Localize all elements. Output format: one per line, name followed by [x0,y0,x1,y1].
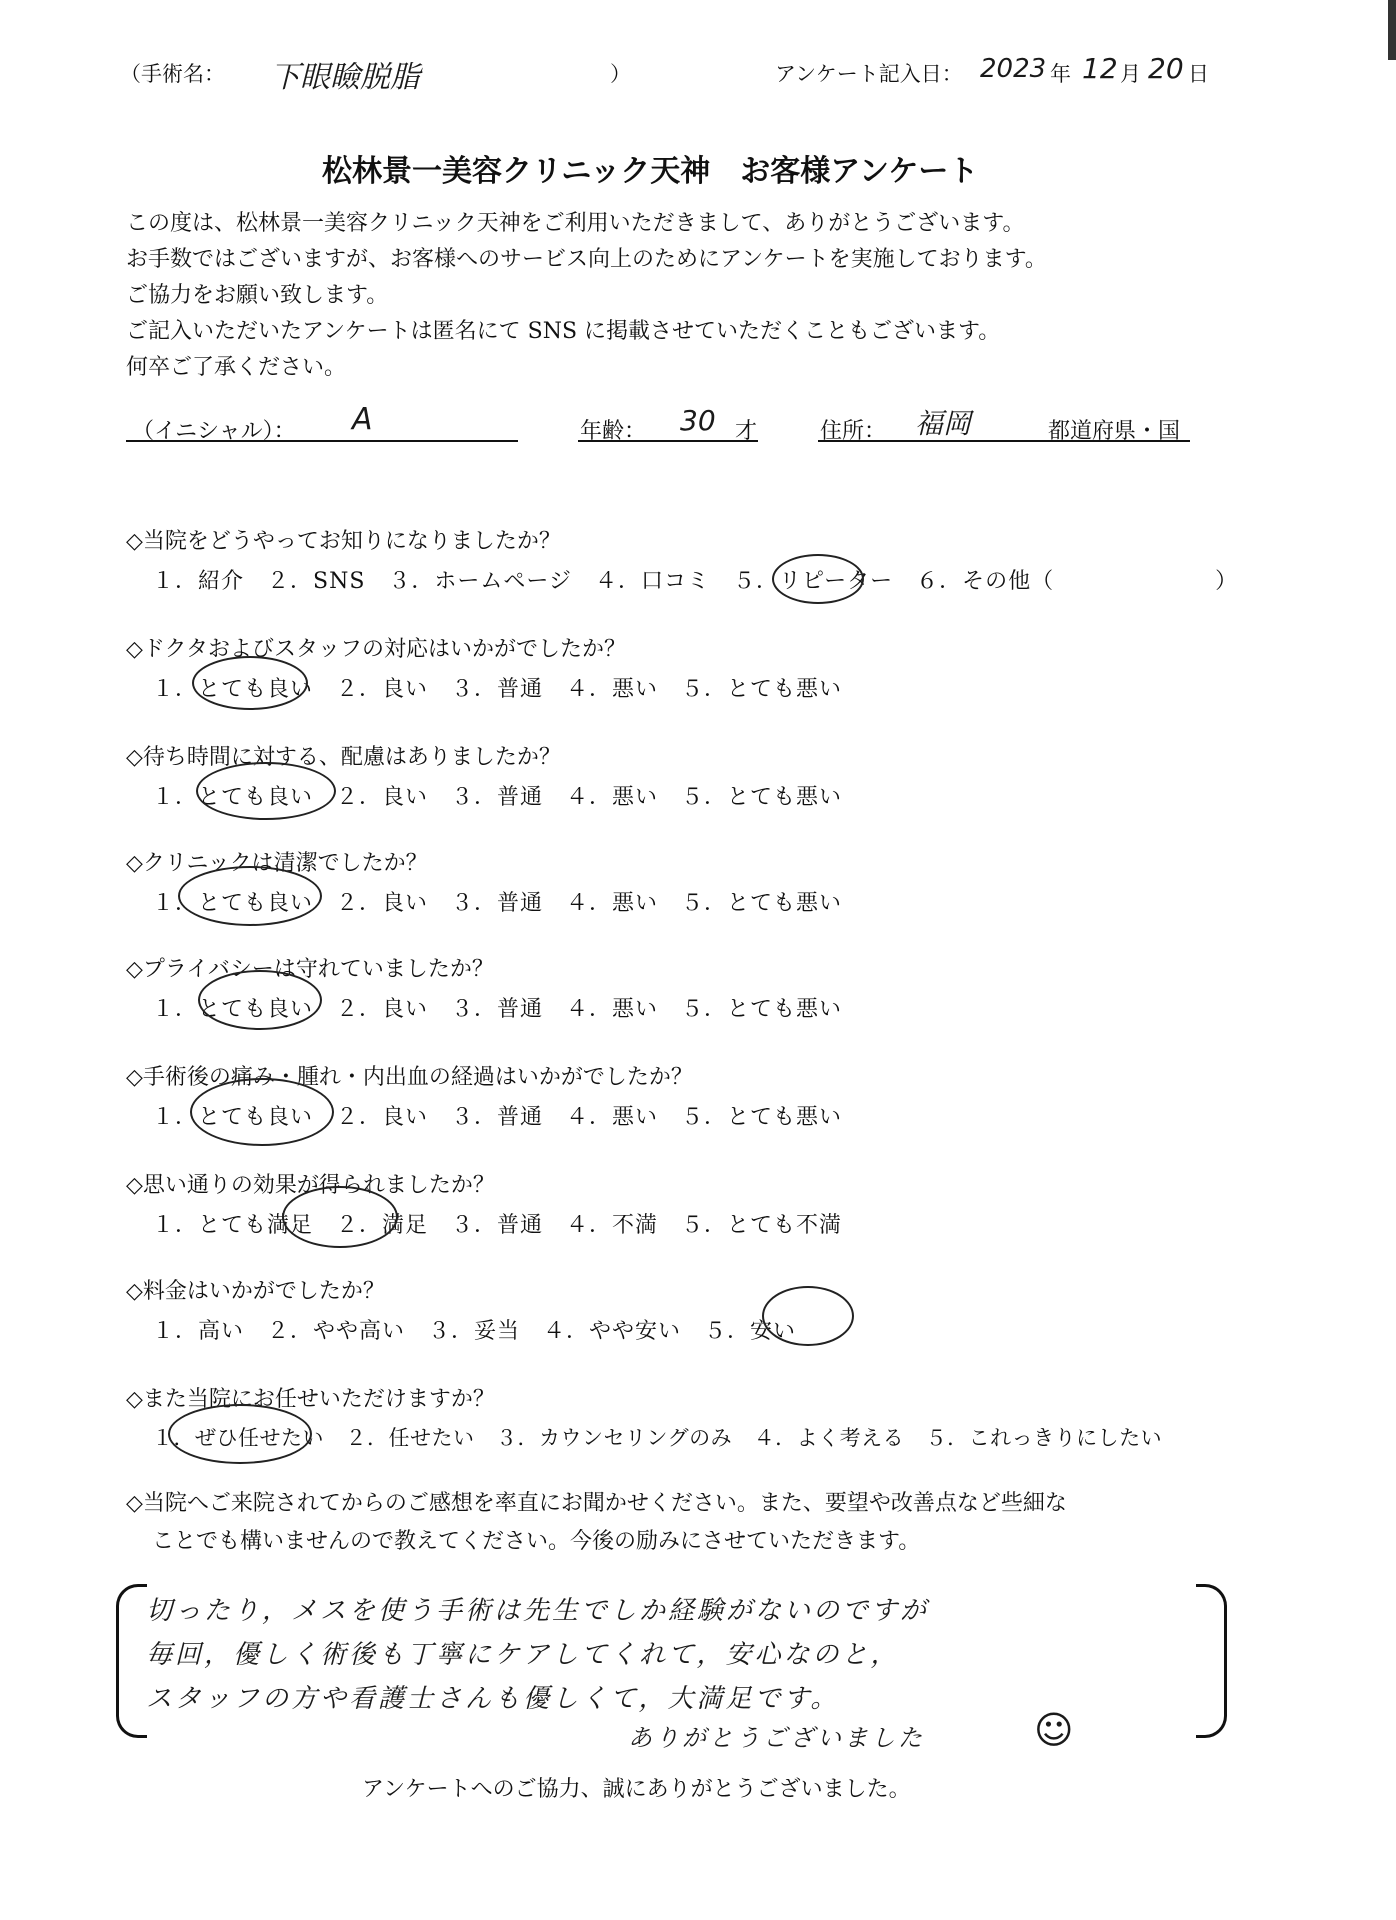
question-text: ◇ドクタおよびスタッフの対応はいかがでしたか？ [126,637,627,662]
left-bracket [116,1584,147,1738]
question-options: １．とても良い ２．良い ３．普通 ４．悪い ５．とても悪い [152,785,843,810]
footer-thanks: アンケートへのご協力、誠にありがとうございました。 [362,1777,911,1802]
date-year-unit: 年 [1050,62,1071,86]
procedure-value: 下眼瞼脱脂 [270,60,420,95]
selection-circle [198,970,322,1030]
feedback-answer-line: スタッフの方や看護士さんも優しくて，大満足です。 [146,1684,840,1714]
question-text: ◇思い通りの効果が得られましたか？ [126,1173,495,1198]
right-bracket [1196,1584,1227,1738]
initial-value: A [352,402,373,437]
question-options: １．とても良い ２．良い ３．普通 ４．悪い ５．とても悪い [152,997,843,1022]
selection-circle [190,1078,334,1146]
date-label: アンケート記入日： [775,62,963,86]
intro-line: お手数ではございますが、お客様へのサービス向上のためにアンケートを実施しております。 [126,247,1047,272]
smiley-icon: ☺ [1034,1708,1074,1752]
feedback-prompt: ◇当院へご来院されてからのご感想を率直にお聞かせください。また、要望や改善点など些細な [126,1491,1067,1516]
selection-circle [178,866,322,926]
question-options: １．紹介 ２．SNS ３．ホームページ ４．口コミ ５．リピーター ６．その他（ ） [152,569,1239,594]
address-label: 住所： [820,419,887,444]
question-text: ◇待ち時間に対する、配慮はありましたか？ [126,745,561,770]
question-text: ◇クリニックは清潔でしたか？ [126,851,428,876]
date-month: 12 [1082,52,1118,85]
procedure-label: （手術名： [120,62,225,86]
selection-circle [282,1186,398,1248]
intro-line: ご記入いただいたアンケートは匿名にて SNS に掲載させていただくこともございます。 [126,319,1001,344]
selection-circle [196,762,336,820]
date-month-unit: 月 [1120,62,1141,86]
address-unit: 都道府県・国 [1048,419,1181,444]
selection-circle [772,554,864,604]
question-options: １．とても良い ２．良い ３．普通 ４．悪い ５．とても悪い [152,1105,843,1130]
date-day-unit: 日 [1188,62,1209,86]
intro-line: 何卒ご了承ください。 [126,355,347,380]
feedback-prompt: ことでも構いませんので教えてください。今後の励みにさせていただきます。 [152,1529,921,1554]
question-options: １．ぜひ任せたい ２．任せたい ３．カウンセリングのみ ４．よく考える ５．これっきりにしたい [152,1426,1163,1450]
page-title: 松林景一美容クリニック天神 お客様アンケート [322,154,979,189]
question-text: ◇料金はいかがでしたか？ [126,1279,385,1304]
question-options: １．とても良い ２．良い ３．普通 ４．悪い ５．とても悪い [152,891,843,916]
question-options: １．とても良い ２．良い ３．普通 ４．悪い ５．とても悪い [152,677,843,702]
question-text: ◇当院をどうやってお知りになりましたか？ [126,529,561,554]
age-unit: 才 [735,419,758,444]
feedback-answer-line: 毎回，優しく術後も丁寧にケアしてくれて，安心なのと， [146,1640,900,1670]
intro-line: ご協力をお願い致します。 [126,283,389,308]
feedback-answer-line: ありがとうございました [628,1724,925,1752]
question-text: ◇手術後の痛み・腫れ・内出血の経過はいかがでしたか？ [126,1065,693,1090]
selection-circle [168,1404,312,1464]
date-year: 2023 [980,54,1047,84]
question-options: １．高い ２．やや高い ３．妥当 ４．やや安い ５．安い [152,1319,797,1344]
selection-circle [762,1286,854,1346]
initial-label: （イニシャル）： [132,419,296,444]
age-label: 年齢： [580,419,647,444]
question-options: １．とても満足 ２．満足 ３．普通 ４．不満 ５．とても不満 [152,1213,843,1238]
age-value: 30 [680,404,716,437]
scan-edge [1388,0,1396,60]
date-day: 20 [1148,52,1184,85]
address-value: 福岡 [915,407,972,440]
feedback-answer-line: 切ったり，メスを使う手術は先生でしか経験がないのですが [146,1596,930,1626]
procedure-close: ） [610,62,631,86]
selection-circle [192,656,308,710]
intro-line: この度は、松林景一美容クリニック天神をご利用いただきまして、ありがとうございます。 [126,211,1025,236]
question-text: ◇また当院にお任せいただけますか？ [126,1387,495,1412]
question-text: ◇プライバシーは守れていましたか？ [126,957,494,982]
